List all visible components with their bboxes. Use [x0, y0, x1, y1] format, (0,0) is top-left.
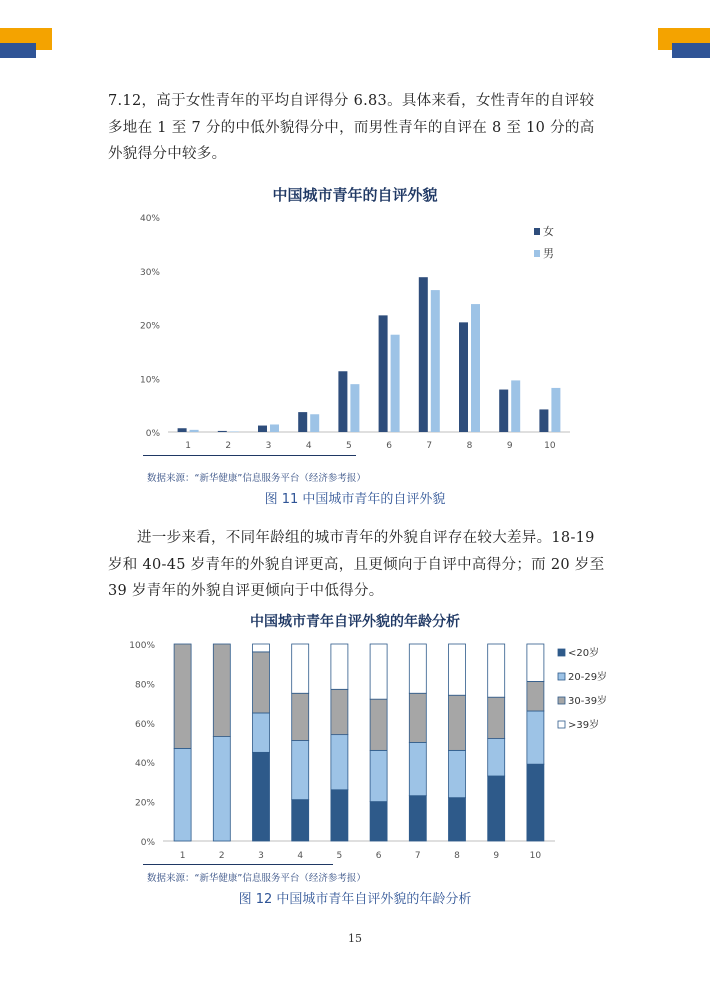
- stacked-segment: [527, 644, 544, 681]
- stacked-segment: [370, 750, 387, 801]
- stacked-segment: [409, 693, 426, 742]
- x-tick-label: 9: [493, 851, 500, 861]
- x-tick-label: 2: [218, 851, 225, 861]
- stacked-segment: [449, 695, 466, 750]
- stacked-segment: [253, 644, 270, 652]
- x-tick-label: 3: [265, 441, 272, 451]
- stacked-segment: [253, 713, 270, 752]
- stacked-segment: [488, 644, 505, 697]
- stacked-segment: [174, 748, 191, 841]
- stacked-segment: [409, 743, 426, 796]
- x-tick-label: 8: [466, 441, 473, 451]
- stacked-segment: [449, 798, 466, 841]
- y-tick-label: 0%: [145, 429, 160, 439]
- bar-female: [539, 409, 548, 432]
- body-paragraph-1: 7.12，高于女性青年的平均自评得分 6.83。具体来看，女性青年的自评较多地在 1 至 7 分的中低外貌得分中，而男性青年的自评在 8 至 10 分的高外貌得分中较多。: [108, 93, 595, 162]
- page-number: 15: [348, 932, 362, 945]
- bar-male: [190, 430, 199, 432]
- legend-swatch: [534, 250, 540, 257]
- x-tick-label: 7: [414, 851, 421, 861]
- header-accent-right: [658, 28, 710, 58]
- bar-female: [459, 322, 468, 432]
- bar-male: [431, 290, 440, 432]
- header-accent-left: [0, 28, 52, 58]
- y-tick-label: 40%: [134, 759, 155, 770]
- stacked-segment: [488, 776, 505, 841]
- bar-male: [350, 384, 359, 432]
- stacked-segment: [370, 802, 387, 841]
- y-tick-label: 20%: [134, 798, 155, 809]
- bar-male: [391, 335, 400, 432]
- bar-male: [230, 431, 239, 432]
- stacked-segment: [409, 644, 426, 693]
- legend-label: <20岁: [568, 648, 600, 659]
- x-tick-label: 3: [258, 851, 264, 861]
- source-underline: [143, 455, 356, 456]
- bar-female: [298, 412, 307, 432]
- y-tick-label: 10%: [139, 375, 160, 386]
- x-tick-label: 9: [506, 441, 513, 451]
- y-tick-label: 100%: [129, 641, 155, 651]
- stacked-segment: [409, 796, 426, 841]
- legend-swatch: [558, 649, 565, 656]
- stacked-segment: [370, 644, 387, 699]
- x-tick-label: 7: [426, 441, 433, 451]
- bar-male: [551, 388, 560, 432]
- stacked-segment: [331, 790, 348, 841]
- bar-female: [379, 315, 388, 432]
- bar-male: [310, 414, 319, 432]
- bar-female: [178, 428, 187, 432]
- stacked-segment: [488, 697, 505, 738]
- legend-swatch: [558, 721, 565, 728]
- stacked-segment: [527, 681, 544, 711]
- y-tick-label: 20%: [139, 321, 160, 332]
- stacked-segment: [527, 764, 544, 841]
- legend-swatch: [558, 697, 565, 704]
- y-tick-label: 60%: [134, 719, 155, 730]
- legend-label: 男: [543, 247, 554, 260]
- stacked-segment: [488, 739, 505, 776]
- legend-label: 20-29岁: [568, 672, 608, 683]
- x-tick-label: 10: [529, 851, 542, 861]
- stacked-segment: [253, 752, 270, 841]
- legend-label: 女: [543, 225, 554, 238]
- bar-female: [499, 390, 508, 432]
- legend-swatch: [534, 228, 540, 235]
- x-tick-label: 1: [185, 441, 191, 451]
- y-tick-label: 30%: [139, 267, 160, 278]
- stacked-segment: [292, 644, 309, 693]
- data-source-note: 数据来源：“新华健康”信息服务平台（经济参考报）: [147, 873, 366, 884]
- x-tick-label: 6: [375, 851, 382, 861]
- appearance-self-rating-chart: [0, 175, 710, 475]
- stacked-segment: [292, 741, 309, 800]
- x-tick-label: 8: [454, 851, 460, 861]
- x-tick-label: 10: [544, 441, 556, 451]
- x-tick-label: 4: [305, 441, 312, 451]
- y-tick-label: 0%: [140, 838, 155, 848]
- body-paragraph-2: 进一步来看，不同年龄组的城市青年的外貌自评存在较大差异。18-19 岁和 40-45 岁青年的外貌自评更高，且更倾向于自评中高得分；而 20 岁至 39 岁青年的外貌自评更倾向于中低得分。: [108, 530, 605, 599]
- figure-caption: 图 11 中国城市青年的自评外貌: [264, 492, 446, 507]
- stacked-segment: [292, 693, 309, 740]
- chart-title: 中国城市青年自评外貌的年龄分析: [250, 614, 460, 630]
- stacked-segment: [213, 737, 230, 841]
- x-tick-label: 2: [225, 441, 232, 451]
- stacked-segment: [213, 644, 230, 737]
- x-tick-label: 1: [179, 851, 186, 861]
- data-source-note: 数据来源：“新华健康”信息服务平台（经济参考报）: [147, 473, 366, 484]
- bar-male: [511, 380, 520, 432]
- age-group-stacked-chart: [0, 604, 710, 869]
- stacked-segment: [370, 699, 387, 750]
- stacked-segment: [331, 689, 348, 734]
- x-tick-label: 6: [386, 441, 392, 451]
- legend-label: >39岁: [568, 720, 600, 731]
- bar-female: [218, 431, 227, 432]
- legend-label: 30-39岁: [568, 696, 608, 707]
- bar-male: [471, 304, 480, 432]
- stacked-segment: [292, 800, 309, 841]
- source-underline: [143, 864, 333, 865]
- x-tick-label: 4: [297, 851, 304, 861]
- legend-swatch: [558, 673, 565, 680]
- y-tick-label: 80%: [134, 680, 155, 691]
- stacked-segment: [253, 652, 270, 713]
- y-tick-label: 40%: [139, 214, 160, 224]
- x-tick-label: 5: [346, 441, 352, 451]
- stacked-segment: [449, 750, 466, 797]
- bar-male: [270, 424, 279, 432]
- x-tick-label: 5: [336, 851, 343, 861]
- stacked-segment: [331, 735, 348, 790]
- chart-title: 中国城市青年的自评外貌: [272, 186, 438, 204]
- figure-caption: 图 12 中国城市青年自评外貌的年龄分析: [238, 892, 472, 907]
- bar-female: [419, 277, 428, 432]
- bar-female: [338, 371, 347, 432]
- stacked-segment: [449, 644, 466, 695]
- stacked-segment: [174, 644, 191, 748]
- bar-female: [258, 426, 267, 432]
- stacked-segment: [527, 711, 544, 764]
- stacked-segment: [331, 644, 348, 689]
